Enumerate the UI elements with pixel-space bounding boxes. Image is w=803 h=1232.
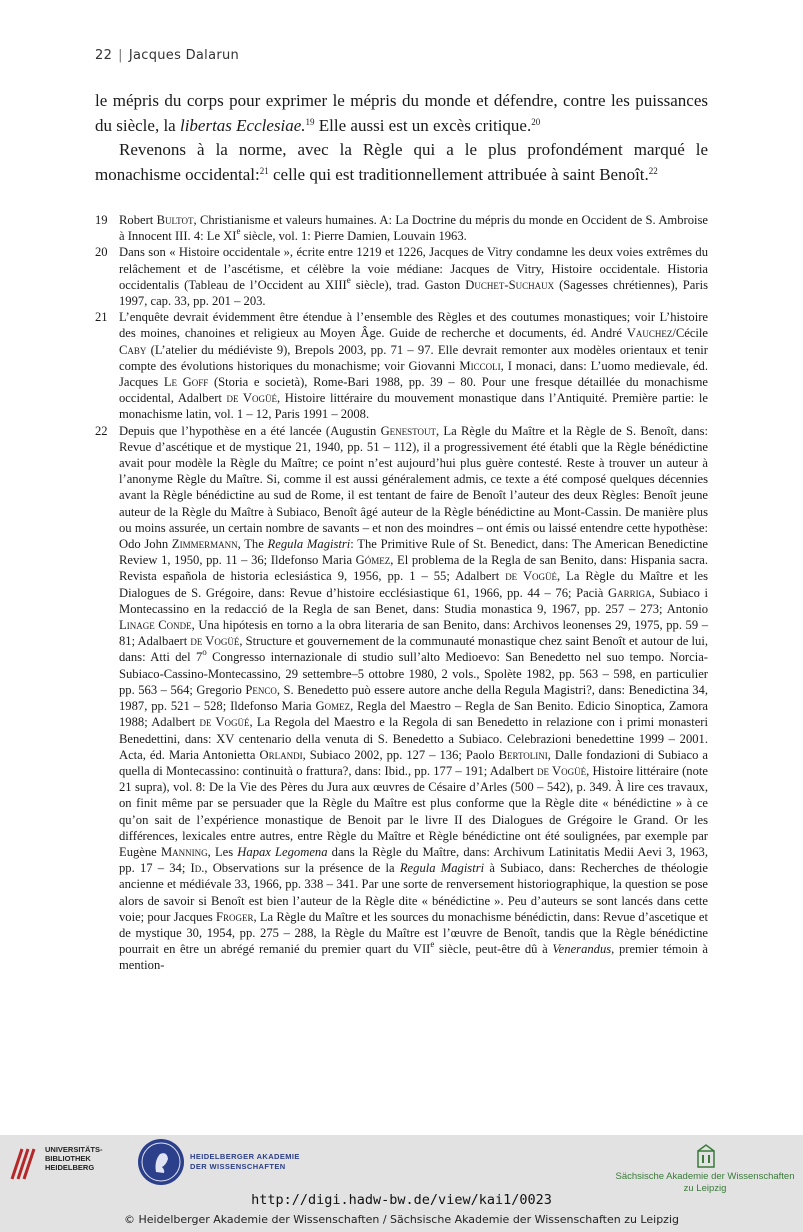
footnote-20: 20 Dans son « Histoire occidentale », écrite entre 1219 et 1226, Jacques de Vitry condamne les deux voies extrêmes du relâchement et de l’ascétisme, et célèbre la voie médiane: Jacques de Vitry, Histoire occidentale. Historia occidentalis (Tableau de l’Occident au XIIIe siècle), trad. Gaston Duchet-Suchaux (Sagesses chrétiennes), Paris 1997, cap. 33, pp. 201 – 203. xyxy=(95,245,708,309)
running-author: Jacques Dalarun xyxy=(128,48,240,63)
running-header xyxy=(95,48,239,63)
footnote-ref[interactable]: 20 xyxy=(531,116,541,127)
footnote-number: 21 xyxy=(95,310,108,325)
copyright-notice: © Heidelberger Akademie der Wissenschaften / Sächsische Akademie der Wissenschaften zu Leipzig xyxy=(123,1213,679,1226)
digitization-footer xyxy=(0,1135,803,1232)
footnote-number: 19 xyxy=(95,213,108,227)
footnote-ref[interactable]: 22 xyxy=(648,165,658,176)
footnotes xyxy=(95,212,708,974)
ub-heidelberg-icon xyxy=(8,1143,44,1183)
paragraph-1: le mépris du corps pour exprimer le mépris du monde et défendre, contre les puissances du siècle, la libertas Ecclesiae.$^{19}$ Elle aussi est un excès critique.$^{20}$ xyxy=(95,91,708,135)
header-separator: | xyxy=(118,48,123,63)
footnote-number: 20 xyxy=(95,245,108,260)
paragraph-2: Revenons à la norme, avec la Règle qui a le plus profondément marqué le monachisme occidental:$^{21}$ celle qui est traditionnellement attribuée à saint Benoît.$^{22}$ xyxy=(95,140,708,184)
hadw-seal-icon[interactable] xyxy=(138,1139,184,1185)
footnote-22: 22 Depuis que l’hypothèse en a été lancée (Augustin Genestout, La Règle du Maître et la Règle de S. Benoît, dans: Revue d’ascétique et de mystique 21, 1940, pp. 51 – 112), il a progressivement été établi que la Règle bénédictine avait pour modèle la Règle du Maître; ce point n’est aujourd’hui plus guère contesté. Reste à trouver un auteur à l’anonyme Règle du Maître. Si, comme il est aussi généralement admis, ce texte a été composé quelques décennies avant la Règle bénédictine au sud de Rome, il est tentant de faire de Benoît l’auteur des deux Règles: Benoît jeune auteur de la Règle du Maître à Subiaco, Benoît âgé auteur de la Règle bénédictine au Mont-Cassin. De manière plus ou moins assurée, un certain nombre de savants – et non des moindres – ont émis ou laissé entendre cette hypothèse: Odo John Zimmermann, The Regula Magistri: The Primitive Rule of St. Benedict, dans: The American Benedictine Review 1, 1950, pp. 11 – 36; Ildefonso Maria Gómez, El problema de la Regla de san Benito, dans: Hispania sacra. Revista española de historia eclesiástica 9, 1956, pp. 1 – 55; Adalbert de Vogüé, La Règle du Maître et les Dialogues de S. Grégoire, dans: Revue d’histoire ecclésiastique 61, 1966, pp. 44 – 76; Pacià Garriga, Subiaco i Montecassino en la redacció de la Regla de san Benet, dans: Studia monastica 9, 1967, pp. 257 – 273; Antonio Linage Conde, Una hipótesis en torno a la obra literaria de san Benito, dans: Archivos leonenses 29, 1975, pp. 59 – 81; Adalbaert de Vogüé, Structure et gouvernement de la communauté monastique chez saint Benoît et autour de lui, dans: Atti del 7$^o$ Congresso internazionale di studio sull’alto Medioevo: San Benedetto nel suo tempo. Norcia-Subiaco-Cassino-Montecassino, 29 settembre–5 ottobre 1980, 2 vols., Spolète 1982, pp. 563 – 598, en particulier pp. 563 – 564; Gregorio Penco, S. Benedetto può essere autore anche della Regula Magistri?, dans: Benedictina 34, 1987, pp. 521 – 528; Ildefonso Maria Gomez, Regla del Maestro – Regla de San Benito. Edicio Sinoptica, Zamora 1988; Adalbert de Vogüé, La Regola del Maestro e la Regola di san Benedetto in relazione con i primi monasteri Benedettini, dans: XV centenario della venuta di S. Benedetto a Subiaco. Celebrazioni benedettine 1999 – 2001. Acta, éd. Maria Antonietta Orlandi, Subiaco 2002, pp. 127 – 136; Paolo Bertolini, Dalle fondazioni di Subiaco a quella di Montecassino: continuità o frattura?, dans: Ibid., pp. 177 – 191; Adalbert de Vogüé, Histoire littéraire (note 21 supra), vol. 8: De la Vie des Pères du Jura aux œuvres de Césaire d’Arles (500 – 542), p. 349. À lire ces travaux, on finit même par se persuader que la Règle du Maître est plus conforme que la Règle dite « bénédictine » à ce qu’on sait de l’expérience monastique de Benoit par le livre II des Dialogues de Grégoire le Grand. Or les différences, lexicales entre autres, entre Règle du Maître et Règle bénédictine ont été soulignées, par exemple par Eugène Manning, Les Hapax Legomena dans la Règle du Maître, dans: Archivum Latinitatis Medii Aevi 3, 1963, pp. 17 – 34; Id., Observations sur la présence de la Regula Magistri à Subiaco, dans: Recherches de théologie ancienne et médiévale 33, 1966, pp. 338 – 341. Par une sorte de renversement historiographique, la question se pose alors de savoir si Benoît est bien l’auteur de la Règle dite « bénédictine ». Peu d’auteurs se sont lancés dans cette voie; pour Jacques Froger, La Règle du Maître et les sources du monachisme bénédictin, dans: Revue d’ascetique et de mystique 30, 1954, pp. 275 – 288, la Règle du Maître est l’œuvre de Benoît, tandis que la Règle bénédictine pourrait en être un abrégé remanié du premier quart du VIIe siècle, peut-être dû à Venerandus, premier témoin à mention- xyxy=(95,423,709,973)
footnote-number: 22 xyxy=(95,423,108,438)
footnote-19: 19 Robert Bultot, Christianisme et valeurs humaines. A: La Doctrine du mépris du monde en Occident de S. Ambroise à Innocent III. 4: Le XIe siècle, vol. 1: Pierre Damien, Louvain 1963. xyxy=(95,213,708,244)
main-text xyxy=(95,89,708,187)
footnote-ref[interactable]: 21 xyxy=(259,165,269,176)
saxon-logo-text: Sächsische Akademie der Wissenschaften zu Leipzig xyxy=(615,1171,795,1194)
footnote-21: 21 L’enquête devrait évidemment être étendue à l’ensemble des Règles et des coutumes monastiques; voir L’histoire des moines, chanoines et religieux au Moyen Âge. Guide de recherche et documents, éd. André Vauchez/Cécile Caby (L’atelier du médiéviste 9), Brepols 2003, pp. 71 – 97. Elle devrait remonter aux modèles orientaux et tenir compte des évolutions historiques du monachisme; voir Giovanni Miccoli, I monaci, dans: L’uomo medievale, éd. Jacques Le Goff (Storia e società), Rome-Bari 1988, pp. 39 – 80. Pour une fresque détaillée du monachisme occidental, Adalbert de Vogüé, Histoire littéraire du mouvement monastique dans l’Antiquité. Première partie: le monachisme latin, vol. 1 – 12, Paris 1991 – 2008. xyxy=(95,310,708,422)
page-number: 22 xyxy=(95,48,113,63)
ub-logo-text: UNIVERSITÄTS- BIBLIOTHEK HEIDELBERG xyxy=(45,1145,103,1172)
document-url-link[interactable]: http://digi.hadw-bw.de/view/kai1/0023 xyxy=(251,1192,552,1208)
saxon-academy-icon[interactable] xyxy=(696,1143,716,1169)
hadw-logo-text: HEIDELBERGER AKADEMIE DER WISSENSCHAFTEN xyxy=(190,1152,300,1171)
footnote-ref[interactable]: 19 xyxy=(305,116,315,127)
